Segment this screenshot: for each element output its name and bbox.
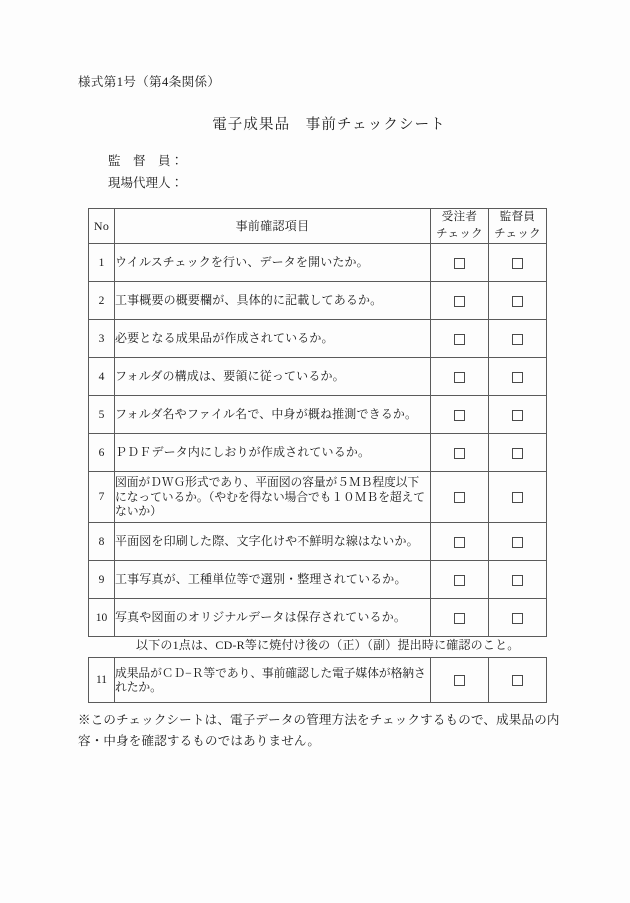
- final-checklist-table: [88, 657, 547, 703]
- checklist-body: [89, 244, 547, 637]
- supervisor-checkbox-cell[interactable]: [489, 320, 547, 358]
- contractor-checkbox-cell[interactable]: [431, 434, 489, 472]
- row-item-text: フォルダの構成は、要領に従っているか。: [115, 358, 431, 396]
- checkbox-icon[interactable]: [454, 675, 465, 686]
- contractor-checkbox-cell[interactable]: [431, 658, 489, 703]
- supervisor-checkbox-cell[interactable]: [489, 561, 547, 599]
- supervisor-checkbox-cell[interactable]: [489, 599, 547, 637]
- checkbox-icon[interactable]: [512, 448, 523, 459]
- checkbox-icon[interactable]: [512, 537, 523, 548]
- column-header-supervisor-check: [489, 209, 547, 244]
- checkbox-icon[interactable]: [454, 575, 465, 586]
- contractor-check-label-line2: チェック: [436, 228, 483, 240]
- table-row: [89, 244, 547, 282]
- contractor-checkbox-cell[interactable]: [431, 282, 489, 320]
- table-row: [89, 599, 547, 637]
- row-item-text: 平面図を印刷した際、文字化けや不鮮明な線はないか。: [115, 523, 431, 561]
- row-number: 2: [89, 282, 115, 320]
- contractor-checkbox-cell[interactable]: [431, 320, 489, 358]
- footer-note: ※このチェックシートは、電子データの管理方法をチェックするもので、成果品の内容・中身を確認するものではありません。: [78, 713, 560, 748]
- checkbox-icon[interactable]: [512, 410, 523, 421]
- table-row: [89, 320, 547, 358]
- row-number: 5: [89, 396, 115, 434]
- contractor-checkbox-cell[interactable]: [431, 358, 489, 396]
- checklist-table: [88, 208, 547, 637]
- checkbox-icon[interactable]: [454, 296, 465, 307]
- row-number: 11: [89, 658, 115, 703]
- supervisor-name-field[interactable]: 監 督 員：: [108, 154, 184, 168]
- row-item-text: 図面がＤＷＧ形式であり、平面図の容量が５ＭＢ程度以下になっているか。（やむを得ない場合でも１０ＭＢを超えてないか）: [115, 472, 431, 523]
- checkbox-icon[interactable]: [512, 334, 523, 345]
- row-item-text: 工事概要の概要欄が、具体的に記載してあるか。: [115, 282, 431, 320]
- table-row: [89, 523, 547, 561]
- checkbox-icon[interactable]: [454, 334, 465, 345]
- supervisor-checkbox-cell[interactable]: [489, 396, 547, 434]
- row-number: 3: [89, 320, 115, 358]
- interstitial-note: 以下の1点は、CD-R等に焼付け後の（正）（副）提出時に確認のこと。: [136, 638, 520, 652]
- checkbox-icon[interactable]: [454, 258, 465, 269]
- row-number: 6: [89, 434, 115, 472]
- page-title: 電子成果品 事前チェックシート: [212, 117, 446, 133]
- final-checklist-body: [89, 658, 547, 703]
- form-number: 様式第1号（第4条関係）: [78, 75, 221, 89]
- contractor-checkbox-cell[interactable]: [431, 472, 489, 523]
- column-header-contractor-check: [431, 209, 489, 244]
- table-row: [89, 472, 547, 523]
- row-item-text: 工事写真が、工種単位等で選別・整理されているか。: [115, 561, 431, 599]
- contractor-check-label-line1: 受注者: [441, 211, 478, 223]
- supervisor-checkbox-cell[interactable]: [489, 282, 547, 320]
- contractor-checkbox-cell[interactable]: [431, 561, 489, 599]
- contractor-checkbox-cell[interactable]: [431, 523, 489, 561]
- row-item-text: 必要となる成果品が作成されているか。: [115, 320, 431, 358]
- party-fields: [108, 150, 183, 194]
- contractor-checkbox-cell[interactable]: [431, 244, 489, 282]
- checkbox-icon[interactable]: [512, 575, 523, 586]
- checkbox-icon[interactable]: [454, 613, 465, 624]
- checkbox-icon[interactable]: [512, 296, 523, 307]
- row-number: 1: [89, 244, 115, 282]
- supervisor-checkbox-cell[interactable]: [489, 358, 547, 396]
- row-item-text: ウイルスチェックを行い、データを開いたか。: [115, 244, 431, 282]
- table-row: [89, 282, 547, 320]
- row-number: 9: [89, 561, 115, 599]
- checkbox-icon[interactable]: [512, 675, 523, 686]
- table-row: [89, 658, 547, 703]
- checkbox-icon[interactable]: [454, 410, 465, 421]
- checkbox-icon[interactable]: [512, 258, 523, 269]
- row-number: 10: [89, 599, 115, 637]
- supervisor-checkbox-cell[interactable]: [489, 523, 547, 561]
- contractor-checkbox-cell[interactable]: [431, 396, 489, 434]
- supervisor-checkbox-cell[interactable]: [489, 434, 547, 472]
- table-header-row: [89, 209, 547, 244]
- table-row: [89, 561, 547, 599]
- row-item-text: フォルダ名やファイル名で、中身が概ね推測できるか。: [115, 396, 431, 434]
- supervisor-checkbox-cell[interactable]: [489, 244, 547, 282]
- row-item-text: ＰＤＦデータ内にしおりが作成されているか。: [115, 434, 431, 472]
- column-header-item: 事前確認項目: [115, 209, 431, 244]
- supervisor-check-label-line1: 監督員: [499, 211, 536, 223]
- row-number: 4: [89, 358, 115, 396]
- table-row: [89, 434, 547, 472]
- supervisor-check-label-line2: チェック: [494, 228, 541, 240]
- supervisor-checkbox-cell[interactable]: [489, 658, 547, 703]
- checkbox-icon[interactable]: [454, 537, 465, 548]
- checkbox-icon[interactable]: [512, 372, 523, 383]
- checkbox-icon[interactable]: [454, 372, 465, 383]
- row-number: 7: [89, 472, 115, 523]
- column-header-no: No: [89, 209, 115, 244]
- table-row: [89, 396, 547, 434]
- checkbox-icon[interactable]: [454, 448, 465, 459]
- checkbox-icon[interactable]: [512, 492, 523, 503]
- site-agent-name-field[interactable]: 現場代理人：: [108, 176, 184, 190]
- checkbox-icon[interactable]: [512, 613, 523, 624]
- table-row: [89, 358, 547, 396]
- row-number: 8: [89, 523, 115, 561]
- row-item-text: 成果品がＣＤ−Ｒ等であり、事前確認した電子媒体が格納されたか。: [115, 658, 431, 703]
- row-item-text: 写真や図面のオリジナルデータは保存されているか。: [115, 599, 431, 637]
- contractor-checkbox-cell[interactable]: [431, 599, 489, 637]
- supervisor-checkbox-cell[interactable]: [489, 472, 547, 523]
- checkbox-icon[interactable]: [454, 492, 465, 503]
